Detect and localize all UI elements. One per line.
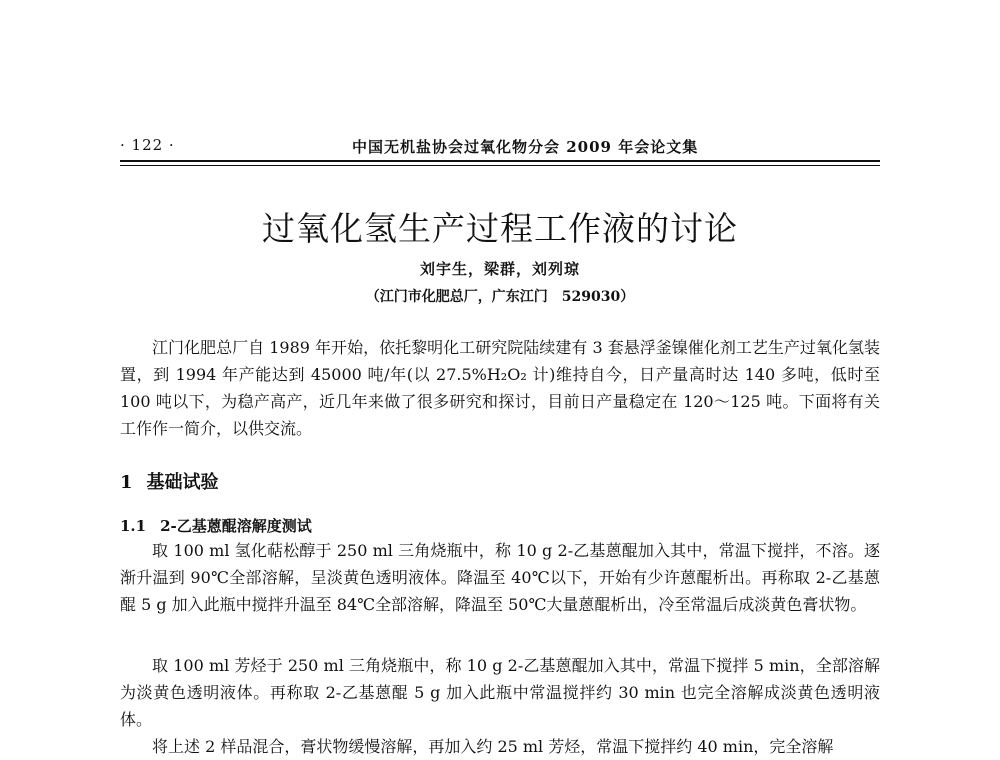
body-paragraph: 取 100 ml 芳烃于 250 ml 三角烧瓶中，称 10 g 2-乙基蒽醌加入其中，常温下搅拌 5 min，全部溶解为淡黄色透明液体。再称取 2-乙基蒽醌 5 g 加入此瓶中常温搅拌约 30 min 也完全溶解成淡黄色透明液体。	[120, 656, 880, 729]
section-number: 1	[120, 472, 133, 493]
section-heading	[120, 468, 219, 494]
page-number: · 122 ·	[120, 136, 175, 154]
author-affiliation: （江门市化肥总厂，广东江门 529030）	[365, 289, 635, 305]
intro-paragraph: 江门化肥总厂自 1989 年开始，依托黎明化工研究院陆续建有 3 套悬浮釜镍催化剂工艺生产过氧化氢装置，到 1994 年产能达到 45000 吨/年(以 27.5%H₂O₂ 计)维持自今，日产量高时达 140 多吨，低时至 100 吨以下，为稳产高产，近几年来做了很多研究和探讨，目前日产量稳定在 120～125 吨。下面将有关工作作一简介，以供交流。	[120, 338, 880, 438]
body-paragraph: 将上述 2 样品混合，膏状物缓慢溶解，再加入约 25 ml 芳烃，常温下搅拌约 40 min，完全溶解	[152, 737, 834, 756]
header-rule-thick	[120, 160, 880, 162]
body-paragraph: 取 100 ml 氢化萜松醇于 250 ml 三角烧瓶中，称 10 g 2-乙基蒽醌加入其中，常温下搅拌，不溶。逐渐升温到 90℃全部溶解，呈淡黄色透明液体。降温至 40℃以下，开始有少许蒽醌析出。再称取 2-乙基蒽醌 5 g 加入此瓶中搅拌升温至 84℃全部溶解，降温至 50℃大量蒽醌析出，冷至常温后成淡黄色膏状物。	[120, 541, 880, 614]
subsection-number: 1.1	[120, 517, 147, 535]
journal-title: 中国无机盐协会过氧化物分会 2009 年会论文集	[352, 138, 699, 156]
header-rule-thin	[120, 165, 880, 166]
author-list: 刘宇生，梁群，刘列琼	[419, 260, 580, 278]
section-title: 基础试验	[146, 472, 219, 493]
subsection-title: 2-乙基蒽醌溶解度测试	[160, 517, 312, 535]
running-header	[120, 132, 880, 160]
subsection-heading	[120, 515, 312, 536]
article-title: 过氧化氢生产过程工作液的讨论	[262, 209, 738, 248]
